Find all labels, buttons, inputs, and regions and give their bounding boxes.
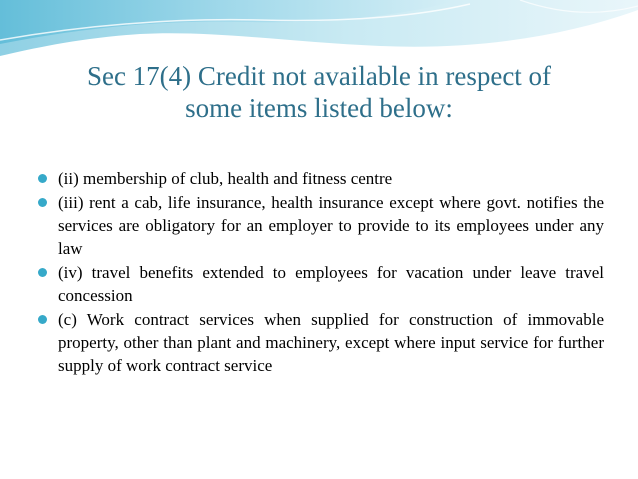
bullet-dot-icon (38, 174, 47, 183)
bullet-item (38, 308, 604, 377)
bullet-item (38, 261, 604, 307)
header-wave-decoration (0, 0, 638, 60)
bullet-dot-icon (38, 315, 47, 324)
bullet-text: (ii) membership of club, health and fitness centre (58, 169, 393, 188)
bullet-text: (iii) rent a cab, life insurance, health insurance except where govt. notifies the services are obligatory for an employer to provide to its employees under any law (58, 193, 604, 258)
slide-title-line-2: some items listed below: (185, 93, 453, 123)
bullet-item (38, 167, 604, 190)
bullet-item (38, 191, 604, 260)
bullet-list (38, 167, 604, 378)
bullet-dot-icon (38, 198, 47, 207)
slide-title-line-1: Sec 17(4) Credit not available in respect of (86, 61, 552, 91)
bullet-text: (c) Work contract services when supplied for construction of immovable property, other than plant and machinery, except where input service for further supply of work contract service (58, 310, 604, 375)
slide-title (30, 60, 608, 124)
bullet-dot-icon (38, 268, 47, 277)
bullet-text: (iv) travel benefits extended to employees for vacation under leave travel concession (58, 263, 604, 305)
